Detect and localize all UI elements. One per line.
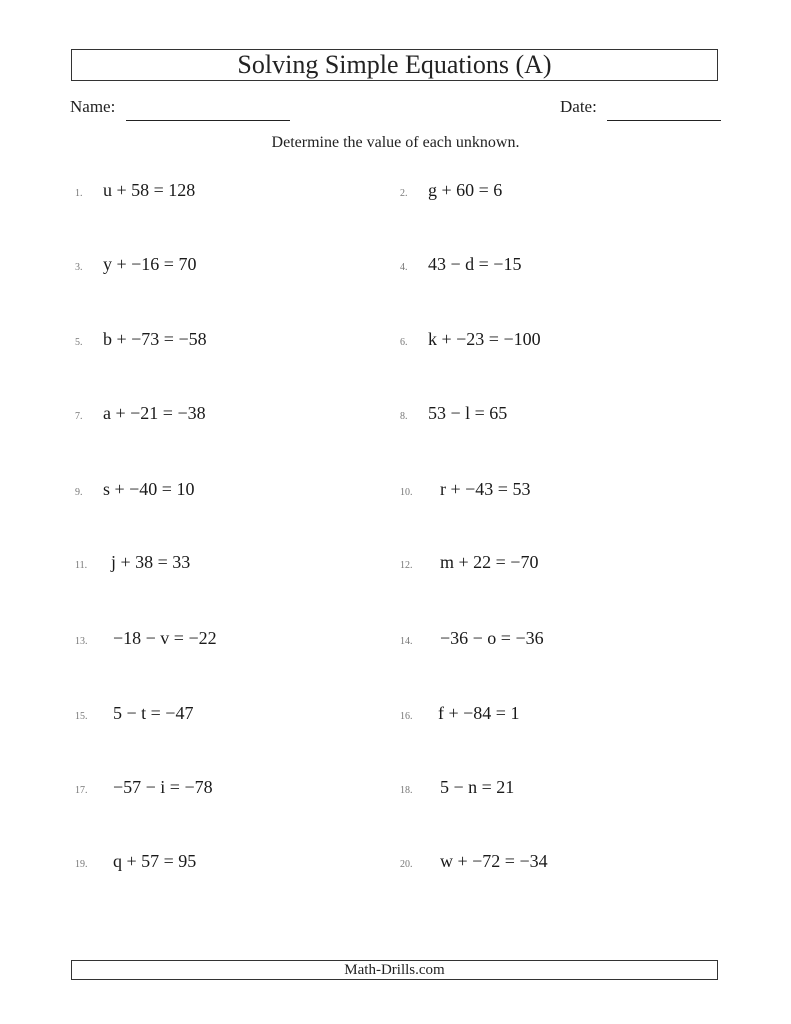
problem-equation: a + −21 = −38 — [103, 403, 206, 423]
problem-number: 8. — [400, 411, 408, 422]
footer-credit: Math-Drills.com — [71, 960, 718, 980]
problem-equation: j + 38 = 33 — [111, 552, 191, 572]
problem-equation: b + −73 = −58 — [103, 329, 207, 349]
problem-item — [75, 180, 195, 201]
problem-item — [400, 628, 544, 649]
problem-equation: 5 − n = 21 — [440, 777, 515, 797]
problem-item — [400, 329, 541, 350]
name-label: Name: — [70, 97, 116, 116]
problem-number: 16. — [400, 711, 413, 722]
problem-equation: q + 57 = 95 — [113, 851, 197, 871]
problem-equation: g + 60 = 6 — [428, 180, 503, 200]
problem-number: 14. — [400, 636, 413, 647]
problem-item — [75, 851, 196, 872]
problem-equation: −57 − i = −78 — [113, 777, 213, 797]
problem-item — [400, 552, 538, 573]
problem-equation: −36 − o = −36 — [440, 628, 544, 648]
problem-number: 3. — [75, 262, 83, 273]
problem-equation: y + −16 = 70 — [103, 254, 197, 274]
problem-number: 18. — [400, 785, 413, 796]
problem-number: 6. — [400, 337, 408, 348]
problem-item — [400, 254, 521, 275]
problem-item — [400, 403, 507, 424]
problem-number: 12. — [400, 560, 413, 571]
problem-equation: m + 22 = −70 — [440, 552, 539, 572]
problem-number: 20. — [400, 859, 413, 870]
problem-item — [75, 777, 213, 798]
problem-equation: k + −23 = −100 — [428, 329, 541, 349]
problem-equation: −18 − v = −22 — [113, 628, 217, 648]
problem-number: 10. — [400, 487, 413, 498]
problem-number: 7. — [75, 411, 83, 422]
problem-equation: s + −40 = 10 — [103, 479, 195, 499]
problem-equation: f + −84 = 1 — [438, 703, 520, 723]
problem-item — [75, 254, 196, 275]
problem-number: 19. — [75, 859, 88, 870]
problem-equation: 5 − t = −47 — [113, 703, 194, 723]
date-label: Date: — [560, 97, 597, 116]
problem-item — [400, 180, 502, 201]
date-line — [607, 120, 721, 121]
problem-item — [75, 329, 207, 350]
problem-number: 13. — [75, 636, 88, 647]
problem-equation: u + 58 = 128 — [103, 180, 196, 200]
problem-number: 5. — [75, 337, 83, 348]
problem-item — [400, 703, 519, 724]
problem-equation: 43 − d = −15 — [428, 254, 522, 274]
problem-item — [400, 851, 548, 872]
problem-item — [400, 777, 514, 798]
name-line — [126, 120, 290, 121]
problem-item — [75, 403, 206, 424]
problem-item — [75, 479, 194, 500]
problem-equation: r + −43 = 53 — [440, 479, 531, 499]
problem-item — [75, 628, 217, 649]
problem-number: 17. — [75, 785, 88, 796]
problem-number: 11. — [75, 560, 88, 571]
problem-equation: 53 − l = 65 — [428, 403, 508, 423]
problem-item — [75, 703, 193, 724]
problem-number: 9. — [75, 487, 83, 498]
worksheet-title: Solving Simple Equations (A) — [71, 49, 718, 81]
problem-number: 4. — [400, 262, 408, 273]
problem-number: 15. — [75, 711, 88, 722]
problem-number: 1. — [75, 188, 83, 199]
instructions: Determine the value of each unknown. — [271, 134, 520, 151]
problem-equation: w + −72 = −34 — [440, 851, 548, 871]
problem-number: 2. — [400, 188, 408, 199]
problem-item — [75, 552, 190, 573]
problem-item — [400, 479, 530, 500]
